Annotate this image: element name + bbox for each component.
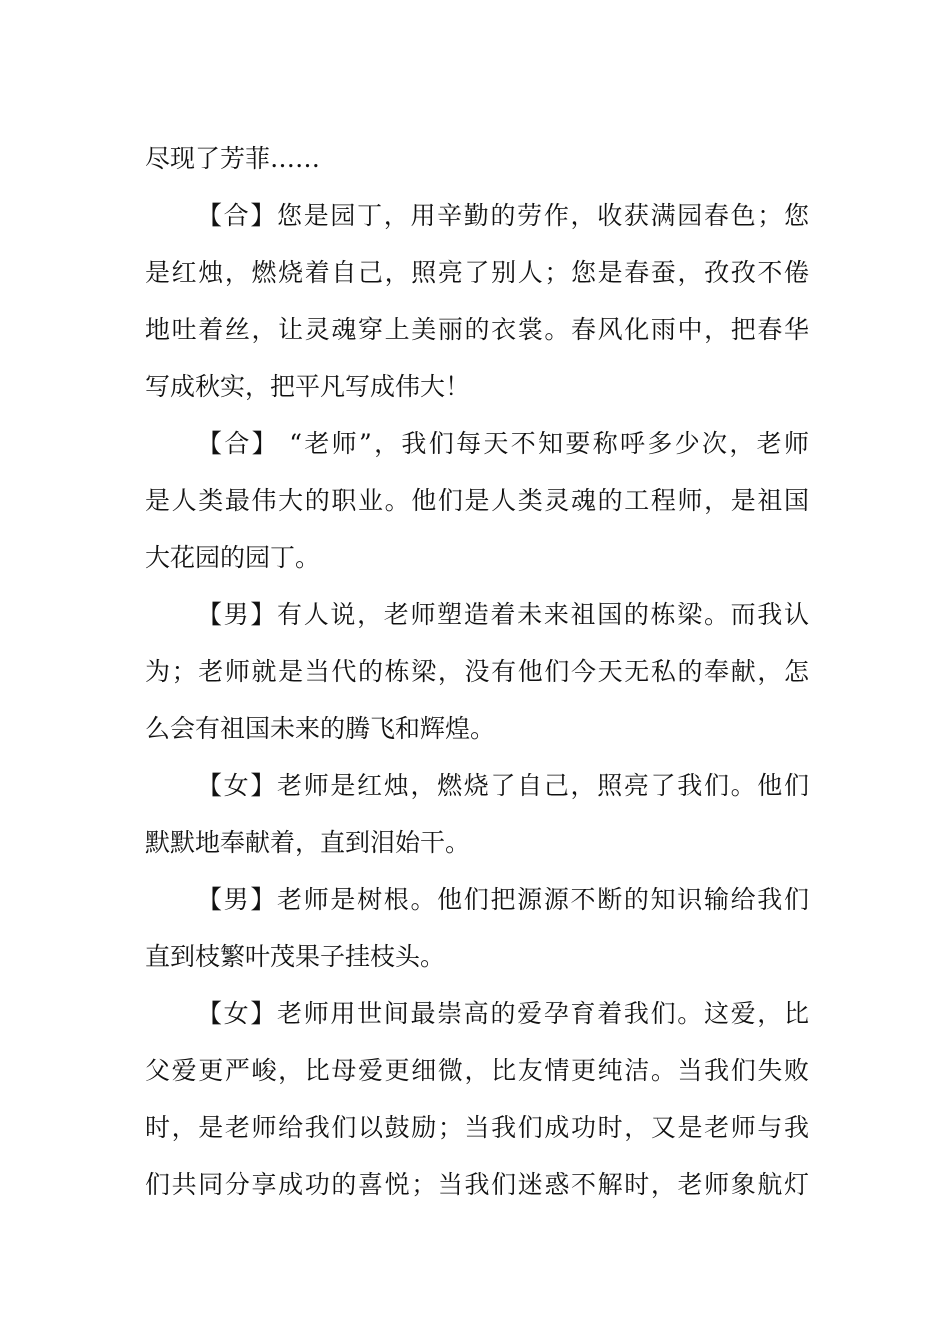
text-line: 为；老师就是当代的栋梁，没有他们今天无私的奉献，怎 xyxy=(145,657,809,686)
text-line: 父爱更严峻，比母爱更细微，比友情更纯洁。当我们失败 xyxy=(145,1056,809,1085)
document-body xyxy=(145,130,809,1213)
text-line: 【女】老师用世间最崇高的爱孕育着我们。这爱，比 xyxy=(197,999,809,1028)
text-line: 【女】老师是红烛，燃烧了自己，照亮了我们。他们 xyxy=(197,771,809,800)
text-line: 直到枝繁叶茂果子挂枝头。 xyxy=(145,942,446,971)
text-line: 【男】有人说，老师塑造着未来祖国的栋梁。而我认 xyxy=(197,600,809,629)
text-line: 地吐着丝，让灵魂穿上美丽的衣裳。春风化雨中，把春华 xyxy=(145,315,809,344)
text-line: 们共同分享成功的喜悦；当我们迷惑不解时，老师象航灯 xyxy=(145,1170,809,1199)
text-line: 【合】 “老师”，我们每天不知要称呼多少次，老师 xyxy=(197,429,809,458)
text-line: 大花园的园丁。 xyxy=(145,543,321,572)
text-line: 尽现了芳菲…… xyxy=(145,144,321,173)
text-line: 时，是老师给我们以鼓励；当我们成功时，又是老师与我 xyxy=(145,1113,809,1142)
text-line: 是人类最伟大的职业。他们是人类灵魂的工程师，是祖国 xyxy=(145,486,809,515)
text-line: 【男】老师是树根。他们把源源不断的知识输给我们 xyxy=(197,885,809,914)
text-line: 【合】您是园丁，用辛勤的劳作，收获满园春色；您 xyxy=(197,201,809,230)
text-line: 默默地奉献着，直到泪始干。 xyxy=(145,828,471,857)
text-line: 么会有祖国未来的腾飞和辉煌。 xyxy=(145,714,496,743)
text-line: 是红烛，燃烧着自己，照亮了别人；您是春蚕，孜孜不倦 xyxy=(145,258,809,287)
text-line: 写成秋实，把平凡写成伟大！ xyxy=(145,372,471,401)
